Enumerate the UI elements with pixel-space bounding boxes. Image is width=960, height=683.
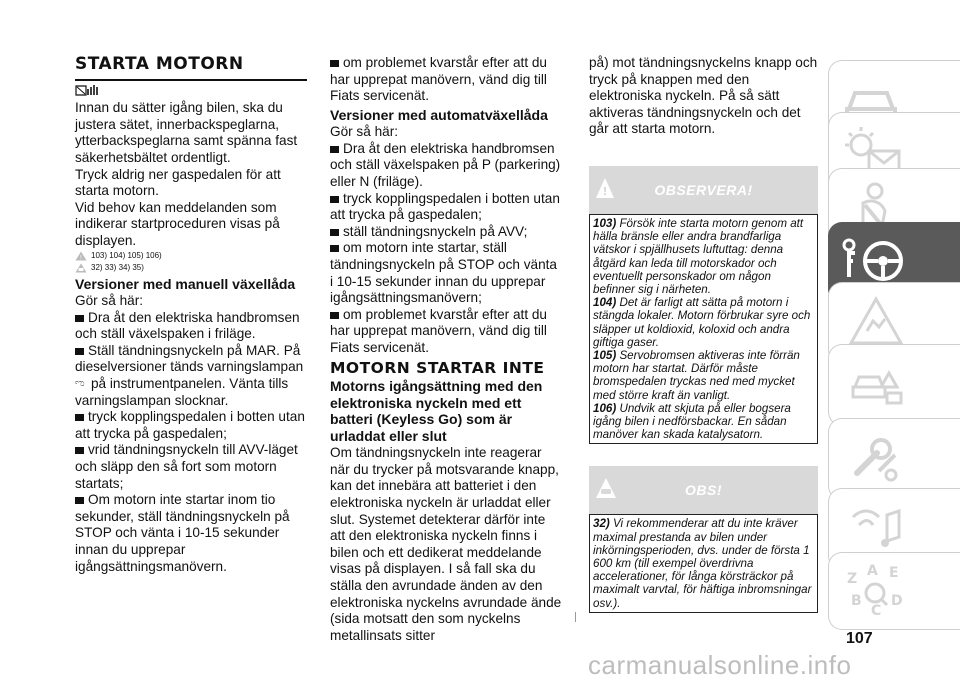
- auto-step-2: tryck kopplingspedalen i botten utan att trycka på gaspedalen;: [330, 190, 560, 223]
- svg-text:E: E: [889, 565, 899, 581]
- intro-paragraph-2: Tryck aldrig ner gaspedalen för att starta motorn.: [75, 166, 281, 199]
- emergency-icon: [841, 353, 911, 415]
- manual-lead: Gör så här:: [75, 293, 143, 309]
- column-1: [75, 56, 307, 575]
- col2-step-continued: om problemet kvarstår efter att du har upprepat manövern, vänd dig till Fiats servicenät.: [330, 55, 547, 104]
- svg-text:C: C: [871, 603, 882, 619]
- bullet-icon: [330, 244, 339, 252]
- auto-step-4: om motorn inte startar, ställ tändningsnyckeln på STOP och vänta i 10-15 sekunder innan du upprepar igångsättningsmanövern;: [330, 240, 557, 306]
- section-title-2: MOTORN STARTAR INTE: [330, 358, 545, 377]
- note-refs: 32) 33) 34) 35): [75, 262, 307, 274]
- col3-paragraph: på) mot tändningsnyckelns knapp och tryck på knappen med den elektroniska nyckeln. På så sätt aktiveras tändningsnyckeln och det går att starta motorn.: [589, 55, 818, 137]
- auto-step-1: Dra åt den elektriska handbromsen och ställ växelspaken på P (parkering) eller N (friläge).: [330, 140, 561, 190]
- manual-book-icon: [75, 83, 307, 101]
- warning-103: 103) Försök inte starta motorn genom att hälla bränsle eller andra brandfarliga vätskor i spjällhusets luftuttag: denna åtgärd kan leda till motorskador och eventuellt personskador om någon befinner sig i närheten.: [593, 216, 804, 296]
- note-box-title: OBS!: [685, 482, 722, 499]
- warning-triangle-icon: [75, 251, 87, 261]
- warning-106: 106) Undvik att skjuta på eller bogsera igång bilen i nedförsbackar. En sådan manöver kan skada katalysatorn.: [593, 401, 791, 442]
- warning-triangle-icon: [595, 176, 615, 205]
- auto-heading: Versioner med automatväxellåda: [330, 106, 548, 123]
- glow-plug-icon: ಌ: [75, 378, 85, 390]
- bullet-icon: [330, 145, 339, 153]
- bullet-icon: [330, 228, 339, 236]
- manual-heading: Versioner med manuell växellåda: [75, 275, 296, 292]
- car-note-icon: [595, 476, 617, 505]
- warning-105: 105) Servobromsen aktiveras inte förrän motorn har startat. Därför måste bromspedalen tryckas ned med mycket med större kraft än vanligt.: [593, 349, 800, 402]
- svg-text:Z: Z: [847, 571, 858, 587]
- note-32: 32) Vi rekommenderar att du inte kräver maximal prestanda av bilen under inkörningsperioden, dvs. under de första 1 600 km (till exempel överdrivna accelerationer, för långa körsträckor på maximalt varvtal, för häftiga inbromsningar osv.).: [593, 517, 812, 610]
- auto-step-3: ställ tändningsnyckeln på AVV;: [330, 224, 562, 241]
- column-2: [330, 55, 562, 644]
- bullet-icon: [330, 311, 339, 319]
- note-box-header: [589, 466, 818, 514]
- bullet-icon: [75, 314, 84, 322]
- page-number: 107: [846, 630, 873, 647]
- bullet-icon: [330, 195, 339, 203]
- multimedia-icon: [841, 497, 911, 559]
- warning-box-body: [589, 214, 818, 444]
- bullet-icon: [330, 59, 339, 67]
- bullet-icon: [75, 347, 84, 355]
- wrench-icon: [841, 427, 911, 489]
- auto-lead: Gör så här:: [330, 124, 398, 140]
- note-box-body: [589, 514, 818, 612]
- keyless-paragraph: Om tändningsnyckeln inte reagerar när du trycker på motsvarande knapp, kan det innebära att batteriet i den elektroniska nyckeln är urladdat eller slut. Systemet detekterar därför inte att den elektroniska nyckeln finns i bilen och ett dedikerat meddelande visas på displayen. I så fall ska du ställa den avrundade änden av den elektroniska nyckelns avrundade ände (sida motsatt den som nyckelns metallinsats sitter: [330, 445, 562, 643]
- bullet-icon: [75, 413, 84, 421]
- bullet-icon: [75, 446, 84, 454]
- intro-paragraph-3: Vid behov kan meddelanden som indikerar startproceduren visas på displayen.: [75, 199, 280, 248]
- column-divider: [575, 612, 576, 622]
- svg-text:!: !: [79, 254, 83, 261]
- manual-step-1: Dra åt den elektriska handbromsen och ställ växelspaken i friläge.: [75, 309, 300, 342]
- svg-text:D: D: [891, 593, 903, 609]
- svg-text:A: A: [867, 563, 878, 579]
- car-note-icon: [75, 263, 87, 273]
- section-title: STARTA MOTORN: [75, 56, 307, 81]
- svg-text:!: !: [602, 184, 608, 198]
- column-3: [589, 55, 818, 613]
- svg-text:B: B: [851, 593, 862, 609]
- warning-refs: ! 103) 104) 105) 106): [75, 250, 307, 262]
- manual-step-2: Ställ tändningsnyckeln på MAR. På dieselversioner tänds varningslampan ಌ på instrumentpanelen. Vänta tills varningslampan slocknar.: [75, 342, 304, 408]
- keyless-heading: Motorns igångsättning med den elektroniska nyckeln med ett batteri (Keyless Go) som är urladdat eller slut: [330, 378, 543, 444]
- tab-index[interactable]: [828, 552, 960, 630]
- warning-box-title: OBSERVERA!: [654, 181, 753, 198]
- tab-emergency[interactable]: [828, 344, 960, 426]
- bullet-icon: [75, 496, 84, 504]
- alphabet-index-icon: [841, 561, 921, 623]
- intro-paragraph-1: Innan du sätter igång bilen, ska du justera sätet, innerbackspeglarna, ytterbackspeglarna samt spänna fast säkerhetsbältet ordentligt.: [75, 100, 298, 165]
- warning-box-header: [589, 166, 818, 214]
- manual-step-4: vrid tändningsnyckeln till AVV-läget och släpp den så fort som motorn startats;: [75, 442, 298, 491]
- manual-step-5: Om motorn inte startar inom tio sekunder, ställ tändningsnyckeln på STOP och vänta i 10-15 sekunder innan du upprepar igångsättningsmanövern.: [75, 492, 290, 574]
- auto-step-5: om problemet kvarstår efter att du har upprepat manövern, vänd dig till Fiats servicenät.: [330, 306, 547, 355]
- watermark: carmanualsonline.info: [588, 650, 852, 680]
- manual-step-3: tryck kopplingspedalen i botten utan att trycka på gaspedalen;: [75, 409, 305, 441]
- warning-104: 104) Det är farligt att sätta på motorn i stängda lokaler. Motorn förbrukar syre och släpper ut koldioxid, koloxid och andra giftiga gaser.: [593, 296, 811, 349]
